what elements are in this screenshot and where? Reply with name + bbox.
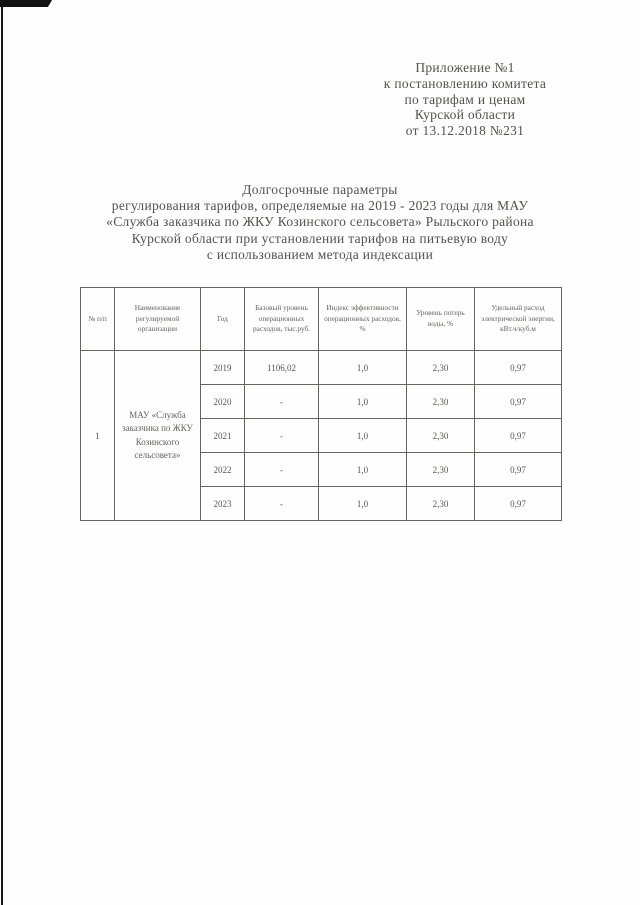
- table-header-row: [81, 288, 562, 351]
- cell-index: 1,0: [319, 419, 407, 453]
- appendix-line: по тарифам и ценам: [404, 91, 526, 107]
- cell-index: 1,0: [319, 351, 407, 385]
- cell-base: 1106,02: [245, 351, 319, 385]
- cell-year: 2019: [201, 351, 245, 385]
- header-energy-consumption: Удельный расход электрической энергии, кВт.ч/куб.м: [475, 288, 562, 351]
- cell-base: -: [245, 453, 319, 487]
- cell-energy: 0,97: [475, 487, 562, 521]
- cell-energy: 0,97: [475, 419, 562, 453]
- cell-energy: 0,97: [475, 453, 562, 487]
- table-row: [81, 351, 562, 385]
- title-line: с использованием метода индексации: [206, 246, 434, 262]
- cell-losses: 2,30: [407, 487, 475, 521]
- cell-losses: 2,30: [407, 385, 475, 419]
- cell-row-number: 1: [81, 351, 115, 521]
- header-efficiency-index: Индекс эффективности операционных расходов, %: [319, 288, 407, 351]
- document-title: [58, 182, 582, 263]
- cell-index: 1,0: [319, 385, 407, 419]
- cell-index: 1,0: [319, 453, 407, 487]
- parameters-table: [80, 287, 562, 521]
- header-organization: Наименование регулируемой организации: [115, 288, 201, 351]
- header-row-number: № п/п: [81, 288, 115, 351]
- title-line: Курской области при установлении тарифов на питьевую воду: [131, 230, 509, 246]
- scan-edge-artifact: [1, 0, 3, 905]
- title-line: Долгосрочные параметры: [242, 182, 398, 197]
- cell-losses: 2,30: [407, 351, 475, 385]
- appendix-line: к постановлению комитета: [383, 75, 547, 91]
- cell-year: 2021: [201, 419, 245, 453]
- appendix-line: Курской области: [414, 107, 516, 123]
- appendix-header: [330, 60, 600, 139]
- cell-energy: 0,97: [475, 385, 562, 419]
- cell-year: 2023: [201, 487, 245, 521]
- cell-index: 1,0: [319, 487, 407, 521]
- title-line: регулирования тарифов, определяемые на 2019 - 2023 годы для МАУ: [111, 198, 529, 214]
- cell-base: -: [245, 487, 319, 521]
- scan-corner-artifact: [0, 0, 52, 7]
- appendix-line: от 13.12.2018 №231: [405, 123, 525, 139]
- appendix-line: Приложение №1: [415, 60, 515, 75]
- header-year: Год: [201, 288, 245, 351]
- cell-energy: 0,97: [475, 351, 562, 385]
- cell-year: 2022: [201, 453, 245, 487]
- cell-base: -: [245, 385, 319, 419]
- cell-organization: МАУ «Служба заказчика по ЖКУ Козинского сельсовета»: [115, 351, 201, 521]
- title-line: «Служба заказчика по ЖКУ Козинского сельсовета» Рыльского района: [106, 214, 534, 230]
- cell-year: 2020: [201, 385, 245, 419]
- cell-base: -: [245, 419, 319, 453]
- header-base-level: Базовый уровень операционных расходов, тыс.руб.: [245, 288, 319, 351]
- cell-losses: 2,30: [407, 453, 475, 487]
- cell-losses: 2,30: [407, 419, 475, 453]
- header-water-losses: Уровень потерь воды, %: [407, 288, 475, 351]
